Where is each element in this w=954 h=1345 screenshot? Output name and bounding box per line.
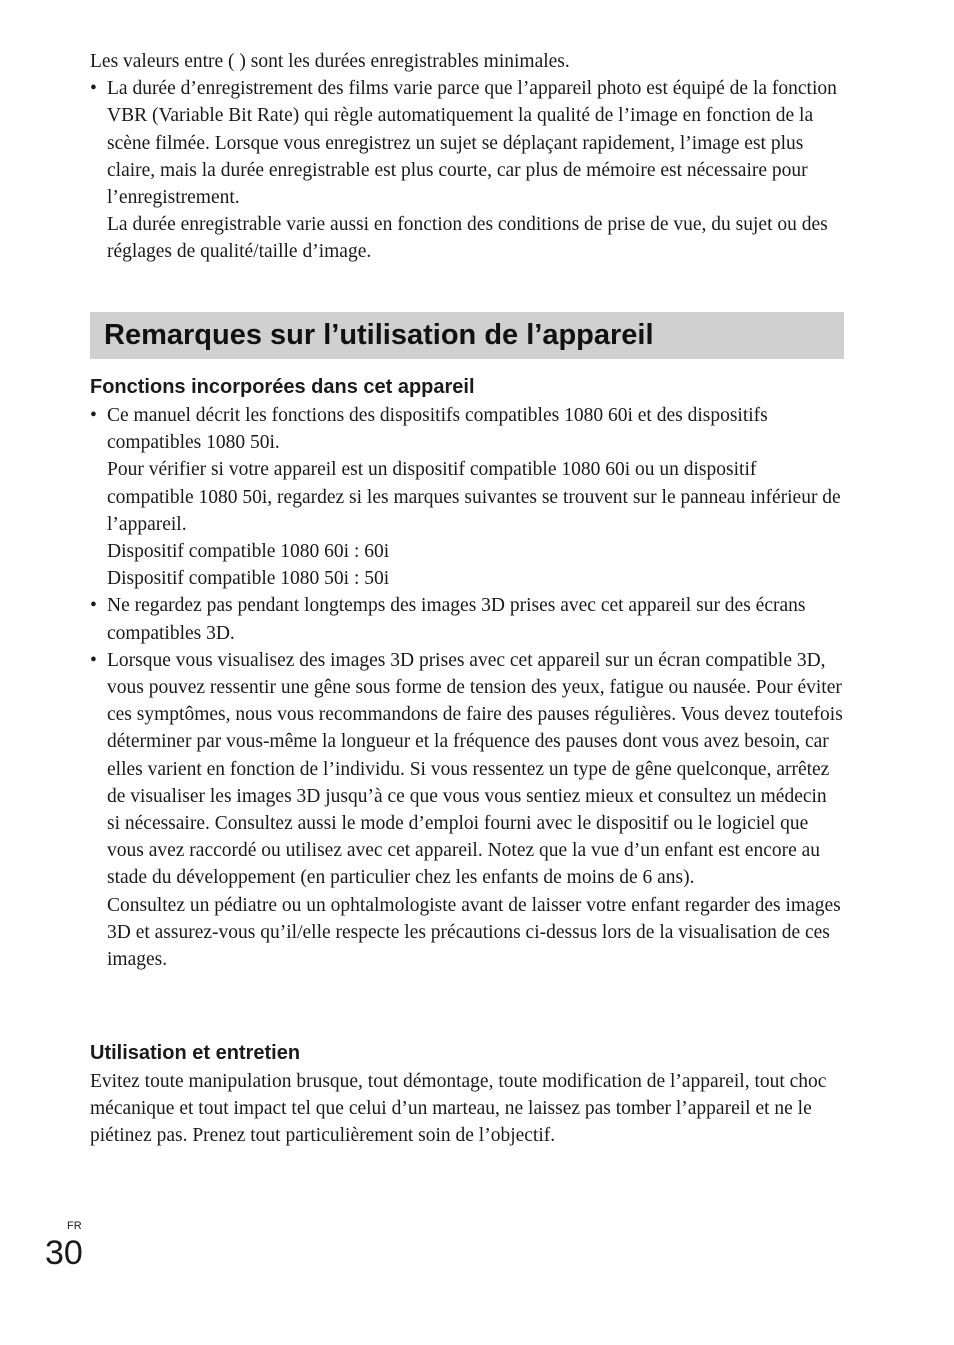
functions-mark-60i: Dispositif compatible 1080 60i : 60i: [107, 541, 390, 563]
intro-note: Les valeurs entre ( ) sont les durées enregistrables minimales.: [90, 51, 570, 72]
intro-block: [90, 48, 842, 266]
functions-bullet-compat-check: Pour vérifier si votre appareil est un dispositif compatible 1080 60i ou un dispositif compatible 1080 50i, regardez si les marques suivantes se trouvent sur le panneau inférieur de l’appareil.: [107, 459, 841, 535]
intro-bullet-vbr: • La durée d’enregistrement des films varie parce que l’appareil photo est équipé de la fonction VBR (Variable Bit Rate) qui règle automatiquement la qualité de l’image en fonction de la scène filmée. Lorsque vous enregistrez un sujet se déplaçant rapidement, l’image est plus claire, mais la durée enregistrable est plus courte, car plus de mémoire est nécessaire pour l’enregistrement.: [90, 75, 842, 211]
functions-bullet-3d-children: Consultez un pédiatre ou un ophtalmologiste avant de laisser votre enfant regarder des images 3D et assurez-vous qu’il/elle respecte les précautions ci-dessus lors de la visualisation de ces images.: [107, 894, 841, 971]
functions-heading: Fonctions incorporées dans cet appareil: [90, 376, 475, 398]
usage-block: [90, 1040, 844, 1150]
section-header-bar: [90, 312, 844, 359]
usage-text: Evitez toute manipulation brusque, tout démontage, toute modification de l’appareil, tout choc mécanique et tout impact tel que celui d’un marteau, ne laissez pas tomber l’appareil et ne le piétinez pas. Prenez tout particulièrement soin de l’objectif.: [90, 1071, 827, 1147]
page-number: 30: [45, 1234, 83, 1272]
language-label: FR: [67, 1220, 82, 1232]
functions-bullet-compat: • Ce manuel décrit les fonctions des dispositifs compatibles 1080 60i et des dispositifs compatibles 1080 50i.: [90, 402, 844, 456]
functions-bullet-3d-discomfort: • Lorsque vous visualisez des images 3D prises avec cet appareil sur un écran compatible 3D, vous pouvez ressentir une gêne sous forme de tension des yeux, fatigue ou nausée. Pour éviter ces symptômes, nous vous recommandons de faire des pauses régulières. Vous devez toutefois déterminer par vous-même la longueur et la fréquence des pauses dont vous avez besoin, car elles varient en fonction de l’individu. Si vous ressentez un type de gêne quelconque, arrêtez de visualiser les images 3D jusqu’à ce que vous vous sentiez mieux et consultez un médecin si nécessaire. Consultez aussi le mode d’emploi fourni avec le dispositif ou le logiciel que vous avez raccordé ou utilisez avec cet appareil. Notez que la vue d’un enfant est encore au stade du développement (en particulier chez les enfants de moins de 6 ans).: [90, 647, 844, 892]
functions-mark-50i: Dispositif compatible 1080 50i : 50i: [107, 568, 390, 590]
usage-heading: Utilisation et entretien: [90, 1042, 301, 1064]
functions-bullet-3d-duration: • Ne regardez pas pendant longtemps des images 3D prises avec cet appareil sur des écrans compatibles 3D.: [90, 592, 844, 646]
section-title: Remarques sur l’utilisation de l’appareil: [104, 319, 654, 351]
intro-bullet-vbr-continued: La durée enregistrable varie aussi en fonction des conditions de prise de vue, du sujet ou des réglages de qualité/taille d’image.: [107, 214, 828, 263]
functions-block: [90, 374, 844, 973]
